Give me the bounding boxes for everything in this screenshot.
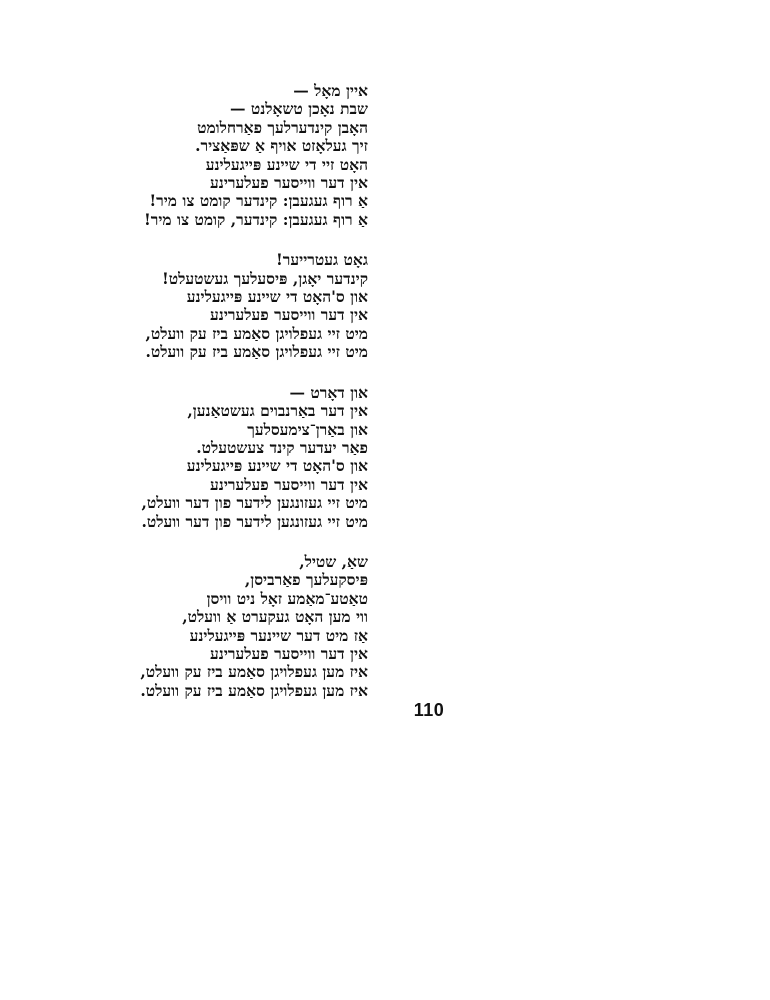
- poem-line: איז מען געפלויגן סאַמע ביז עק וועלט,: [140, 662, 368, 682]
- poem-line: מיט זיי געזונגען לידער פון דער וועלט.: [141, 511, 368, 531]
- stanza-3: [68, 384, 368, 531]
- poem: [68, 82, 368, 722]
- poem-line: און דאָרט —: [289, 382, 368, 402]
- poem-line: שבת נאָכן טשאָלנט —: [229, 99, 368, 119]
- poem-line: אַז מיט דער שיינער פּייגעלינע: [189, 625, 368, 645]
- poem-line: גאָט געטרייער!: [275, 250, 368, 270]
- stanza-2: [68, 251, 368, 361]
- poem-line: ווי מען האָט געקערט אַ וועלט,: [182, 607, 368, 627]
- poem-line: שאַ, שטיל,: [299, 551, 368, 571]
- poem-line: זיך געלאָזט אויף אַ שפּאַציר.: [195, 136, 368, 156]
- poem-line: מיט זיי געזונגען לידער פון דער וועלט,: [141, 493, 368, 513]
- page-number: 110: [413, 700, 445, 720]
- poem-line: אין דער ווייסער פעלערינע: [210, 474, 368, 494]
- poem-line: מיט זיי געפלויגן סאַמע ביז עק וועלט,: [145, 323, 368, 343]
- poem-line: און באַרן־צימעסלעך: [247, 419, 368, 439]
- poem-line: איז מען געפלויגן סאַמע ביז עק וועלט.: [140, 680, 368, 700]
- stanza-1: [68, 82, 368, 229]
- poem-line: אין דער ווייסער פעלערינע: [210, 173, 368, 193]
- poem-line: אַ רוף געגעבן: קינדער קומט צו מיר!: [149, 191, 368, 211]
- poem-line: האָבן קינדערלעך פאַרחלומט: [197, 117, 368, 137]
- poem-line: אַ רוף געגעבן: קינדער, קומט צו מיר!: [143, 209, 368, 229]
- poem-line: מיט זיי געפלויגן סאַמע ביז עק וועלט.: [145, 342, 368, 362]
- poem-line: אין דער ווייסער פעלערינע: [210, 643, 368, 663]
- poem-line: און ס'האָט די שיינע פּייגעלינע: [186, 456, 368, 476]
- poem-line: אין דער באַרנבוים געשטאַנען,: [187, 401, 368, 421]
- poem-line: אין דער ווייסער פעלערינע: [210, 305, 368, 325]
- poem-line: פּיסקעלעך פאַרביסן,: [244, 570, 368, 590]
- stanza-4: [68, 553, 368, 700]
- poem-line: איין מאָל —: [293, 81, 368, 100]
- poem-line: און ס'האָט די שיינע פּייגעלינע: [186, 287, 368, 307]
- poem-line: קינדער יאָגן, פּיסעלעך געשטעלט!: [161, 268, 368, 288]
- poem-line: טאַטע־מאַמע זאָל ניט וויסן: [206, 588, 368, 608]
- poem-line: פאַר יעדער קינד צעשטעלט.: [196, 437, 368, 457]
- poem-line: האָט זיי די שיינע פּייגעלינע: [205, 154, 368, 174]
